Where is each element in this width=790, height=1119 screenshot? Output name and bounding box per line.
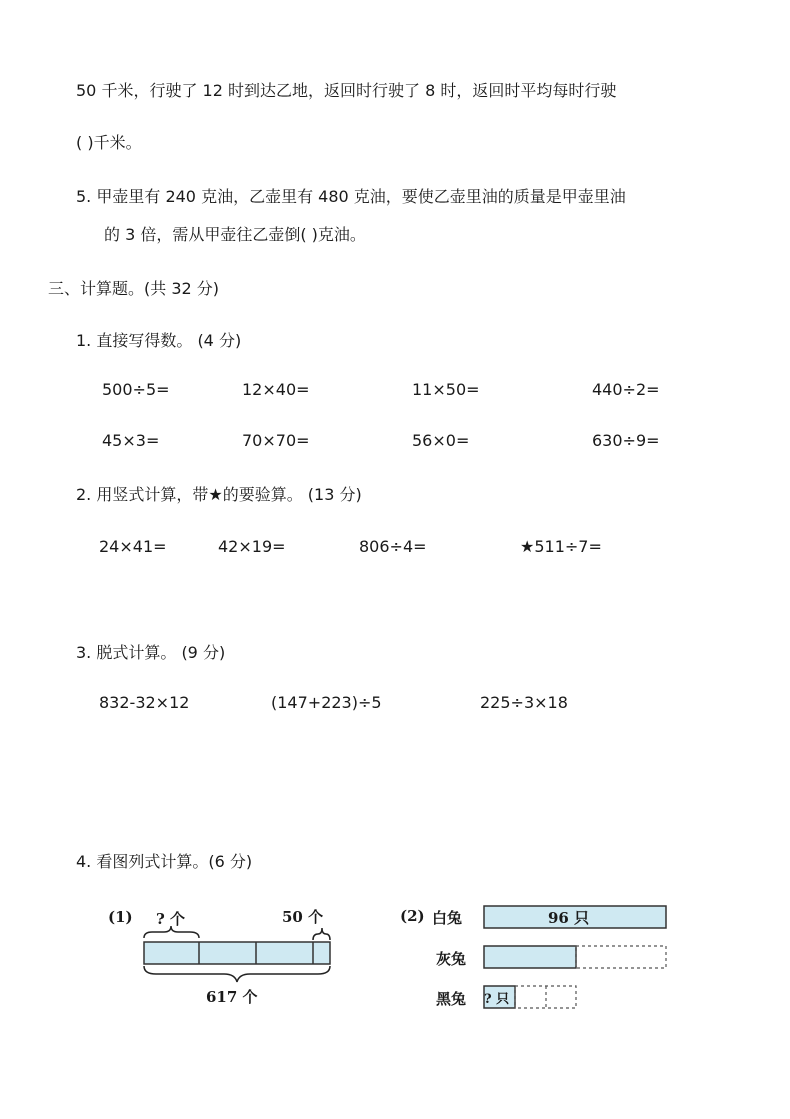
calc-item: 11×50= xyxy=(412,380,480,399)
calc-item: 500÷5= xyxy=(102,380,170,399)
line-diagram-1 xyxy=(100,900,350,1010)
vertical-calc-item: 24×41= xyxy=(99,537,167,556)
part1-title: 1. 直接写得数。 (4 分) xyxy=(76,331,242,350)
q5-line2: 的 3 倍，需从甲壶往乙壶倒( )克油。 xyxy=(104,225,366,244)
diagram1-total-label: 617 个 xyxy=(206,988,258,1006)
q5-line1: 5. 甲壶里有 240 克油，乙壶里有 480 克油，要使乙壶里油的质量是甲壶里油 xyxy=(76,187,626,206)
calc-item: 12×40= xyxy=(242,380,310,399)
vertical-calc-item: 806÷4= xyxy=(359,537,427,556)
black-rabbit-label: 黑兔 xyxy=(436,990,467,1008)
calc-item: 56×0= xyxy=(412,431,470,450)
diagram2-label: (2) xyxy=(400,907,425,925)
gray-rabbit-label: 灰兔 xyxy=(436,950,467,968)
diagram1-unknown-label: ? 个 xyxy=(156,910,186,928)
part4-title: 4. 看图列式计算。(6 分) xyxy=(76,852,253,871)
white-rabbit-label: 白兔 xyxy=(432,909,463,927)
step-calc-item: 832-32×12 xyxy=(99,693,190,712)
step-calc-item: 225÷3×18 xyxy=(480,693,568,712)
calc-item: 630÷9= xyxy=(592,431,660,450)
step-calc-item: (147+223)÷5 xyxy=(271,693,382,712)
calc-item: 70×70= xyxy=(242,431,310,450)
calc-item: 440÷2= xyxy=(592,380,660,399)
vertical-calc-item: ★511÷7= xyxy=(520,537,602,556)
line-diagram-2 xyxy=(398,900,678,1015)
diagram1-label: (1) xyxy=(108,908,133,926)
section-title: 三、计算题。(共 32 分) xyxy=(48,279,220,298)
diagram1-known-label: 50 个 xyxy=(282,908,324,926)
part2-title: 2. 用竖式计算，带★的要验算。 (13 分) xyxy=(76,485,362,504)
prev-question-line2: ( )千米。 xyxy=(76,133,142,152)
prev-question-line1: 50 千米，行驶了 12 时到达乙地，返回时行驶了 8 时，返回时平均每时行驶 xyxy=(76,81,617,100)
calc-item: 45×3= xyxy=(102,431,160,450)
vertical-calc-item: 42×19= xyxy=(218,537,286,556)
white-rabbit-value: 96 只 xyxy=(548,909,590,927)
part3-title: 3. 脱式计算。 (9 分) xyxy=(76,643,226,662)
black-rabbit-value: ? 只 xyxy=(484,992,510,1007)
